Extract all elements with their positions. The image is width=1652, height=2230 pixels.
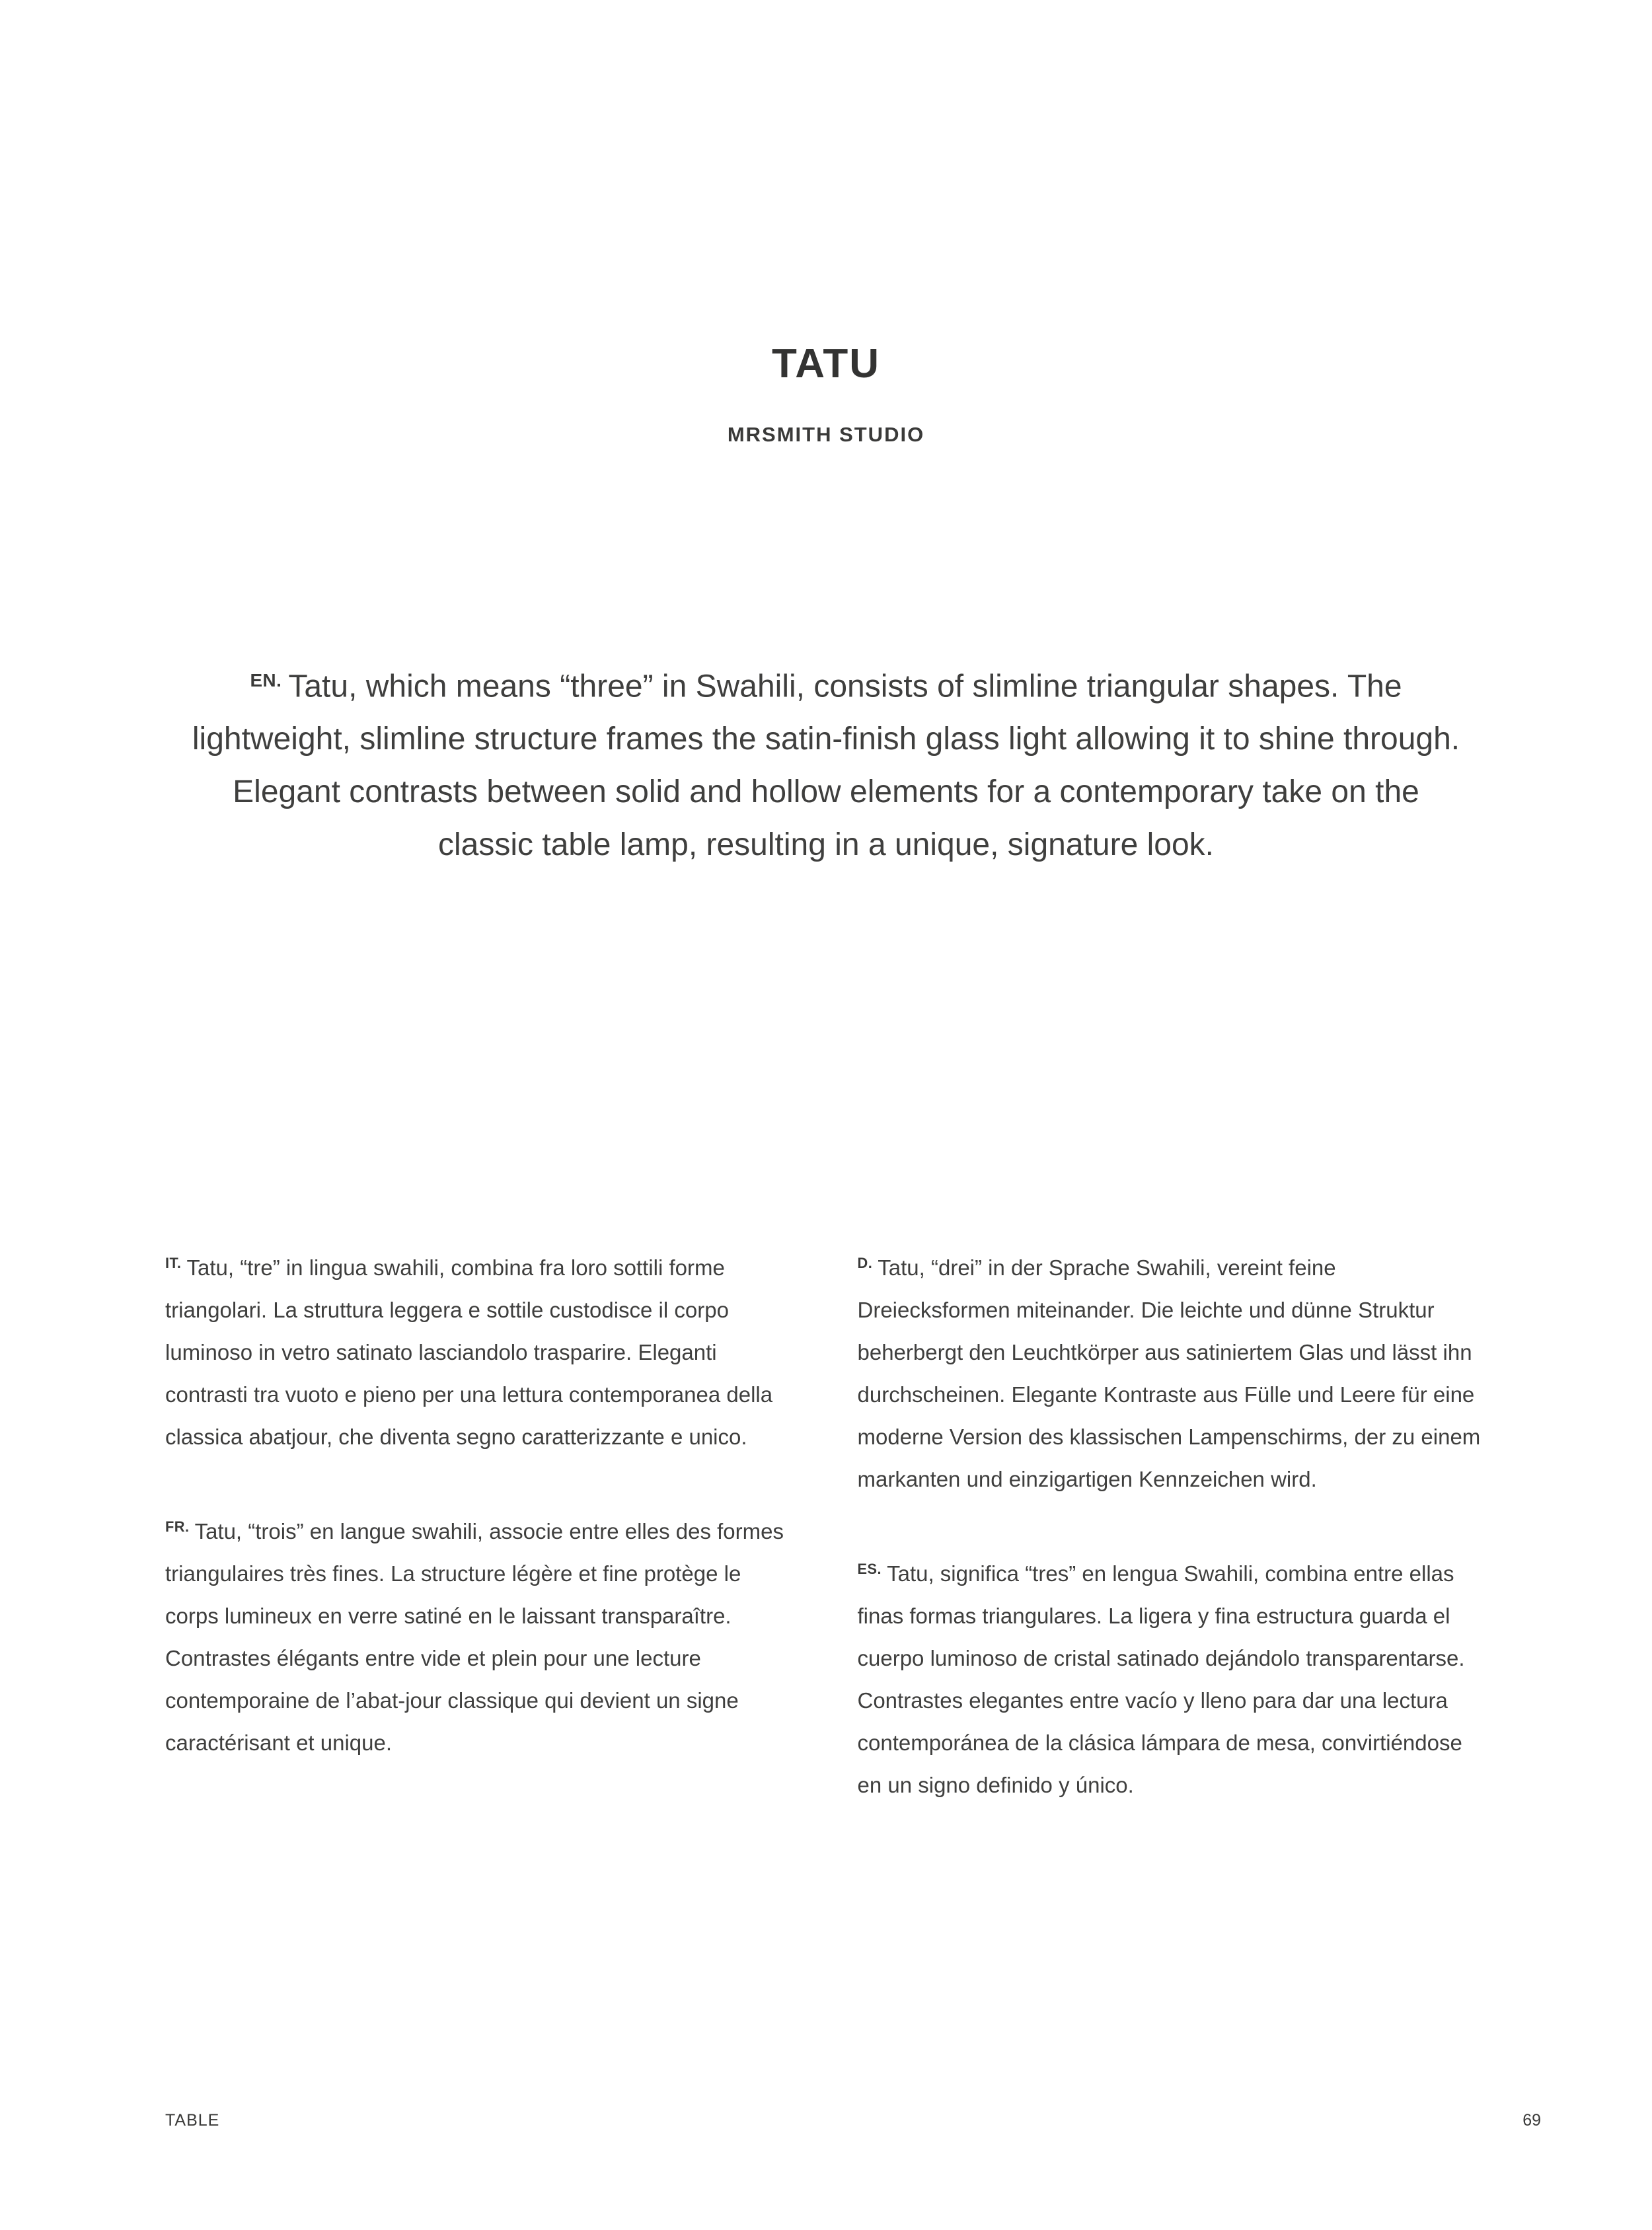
lang-label-it: IT. bbox=[165, 1255, 182, 1271]
translation-paragraph-de bbox=[858, 1242, 1487, 1501]
intro-text: Tatu, which means “three” in Swahili, consists of slimline triangular shapes. The lightweight, slimline structure frames the satin-finish glass light allowing it to shine through. Elegant contrasts between solid and hollow elements for a contemporary take on the classic table lamp, resulting in a unique, signature look. bbox=[192, 669, 1460, 863]
footer-section-label: TABLE bbox=[165, 2111, 220, 2130]
intro-paragraph bbox=[182, 654, 1470, 872]
translation-paragraph-fr bbox=[165, 1506, 795, 1764]
lang-label-fr: FR. bbox=[165, 1518, 190, 1535]
translation-text-de: Tatu, “drei” in der Sprache Swahili, vereint feine Dreiecksformen miteinander. Die leichte und dünne Struktur beherbergt den Leuchtkörper aus satiniertem Glas und lässt ihn durchscheinen. Elegante Kontraste aus Fülle und Leere für eine moderne Version des klassischen Lampenschirms, der zu einem markanten und einzigartigen Kennzeichen wird. bbox=[857, 1255, 1481, 1491]
translation-paragraph-it bbox=[165, 1242, 795, 1458]
column-right bbox=[858, 1242, 1487, 1854]
lang-label-en: EN. bbox=[250, 670, 282, 690]
lang-label-de: D. bbox=[857, 1255, 873, 1271]
translation-text-fr: Tatu, “trois” en langue swahili, associe entre elles des formes triangulaires très fines. La structure légère et fine protège le corps lumineux en verre satiné en le laissant transparaître. Contrastes élégants entre vide et plein pour une lecture contemporaine de l’abat-jour classique qui devient un signe caractérisant et unique. bbox=[165, 1518, 784, 1755]
translation-text-it: Tatu, “tre” in lingua swahili, combina fra loro sottili forme triangolari. La struttura leggera e sottile custodisce il corpo luminoso in vetro satinato lasciandolo trasparire. Eleganti contrasti tra vuoto e pieno per una lettura contemporanea della classica abatjour, che diventa segno caratterizzante e unico. bbox=[165, 1255, 773, 1449]
footer-page-number: 69 bbox=[1522, 2111, 1541, 2130]
lang-label-es: ES. bbox=[857, 1560, 882, 1577]
translation-paragraph-es bbox=[858, 1548, 1487, 1806]
translation-text-es: Tatu, significa “tres” en lengua Swahili, combina entre ellas finas formas triangulares. La ligera y fina estructura guarda el cuerpo luminoso de cristal satinado dejándolo transparentarse. Contrastes elegantes entre vacío y lleno para dar una lectura contemporánea de la clásica lámpara de mesa, convirtiéndose en un signo definido y único. bbox=[857, 1561, 1465, 1797]
page-title: TATU bbox=[771, 341, 881, 387]
translations-columns bbox=[165, 1242, 1487, 1854]
column-left bbox=[165, 1242, 795, 1854]
studio-name: MRSMITH STUDIO bbox=[727, 423, 925, 446]
